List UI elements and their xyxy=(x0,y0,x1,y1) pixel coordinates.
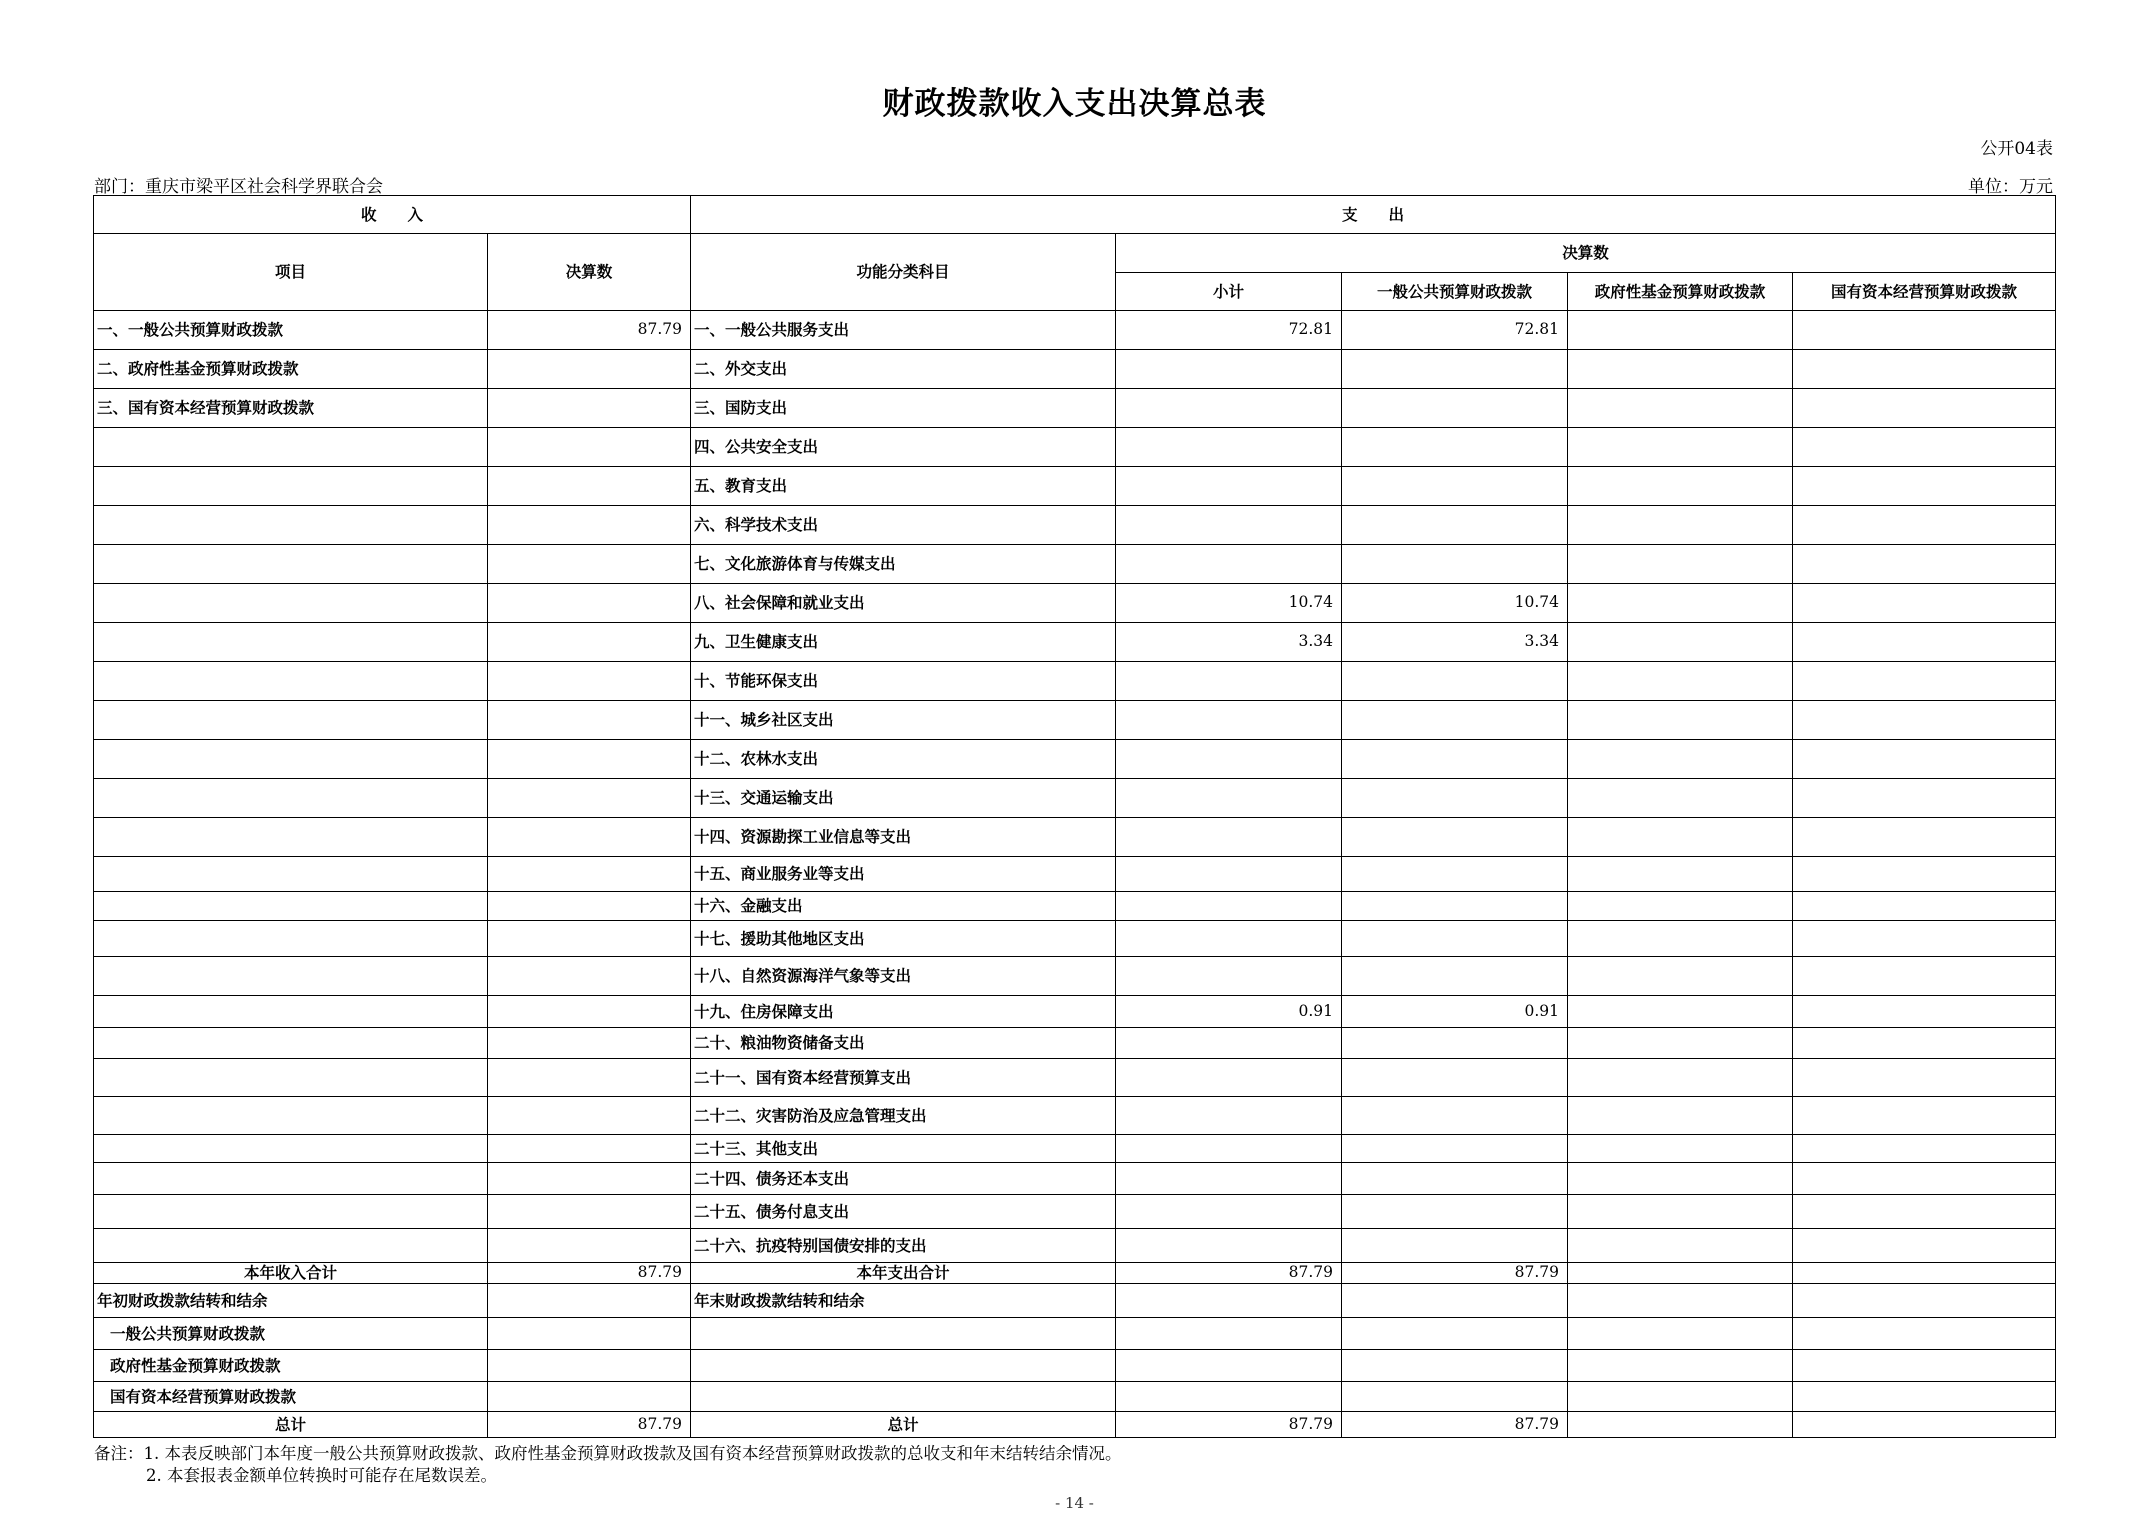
table-row xyxy=(94,921,2056,957)
annual-total-row-general: 87.79 xyxy=(1342,1263,1568,1284)
expense-item-cell: 十三、交通运输支出 xyxy=(691,779,1116,818)
page-number: - 14 - xyxy=(1055,1494,1094,1512)
table-row xyxy=(94,584,2056,623)
expense-item-cell: 三、国防支出 xyxy=(691,389,1116,428)
state-capital-cell xyxy=(1793,389,2056,428)
gov-fund-cell xyxy=(1568,1229,1793,1263)
state-capital-cell xyxy=(1793,701,2056,740)
table-row xyxy=(94,779,2056,818)
expense-item-cell: 四、公共安全支出 xyxy=(691,428,1116,467)
general-budget-header: 一般公共预算财政拨款 xyxy=(1342,273,1568,311)
income-amount-cell xyxy=(488,584,691,623)
carryover-item-value xyxy=(1793,1318,2056,1350)
income-item-cell xyxy=(94,1097,488,1135)
income-amount-cell xyxy=(488,892,691,921)
general-budget-cell xyxy=(1342,1229,1568,1263)
state-capital-cell xyxy=(1793,1195,2056,1229)
subtotal-header: 小计 xyxy=(1116,273,1342,311)
state-capital-header: 国有资本经营预算财政拨款 xyxy=(1793,273,2056,311)
table-row xyxy=(94,818,2056,857)
grand-total-row-income-label: 总计 xyxy=(94,1412,488,1438)
table-row xyxy=(94,1229,2056,1263)
income-item-cell xyxy=(94,428,488,467)
gov-fund-cell xyxy=(1568,921,1793,957)
expense-item-cell: 一、一般公共服务支出 xyxy=(691,311,1116,350)
subtotal-cell xyxy=(1116,818,1342,857)
income-item-cell xyxy=(94,701,488,740)
expense-item-cell: 十二、农林水支出 xyxy=(691,740,1116,779)
income-amount-cell xyxy=(488,701,691,740)
gov-fund-cell xyxy=(1568,1163,1793,1195)
carryover-item-value xyxy=(1568,1318,1793,1350)
subtotal-cell: 10.74 xyxy=(1116,584,1342,623)
income-item-cell xyxy=(94,1028,488,1059)
carryover-item-value xyxy=(1793,1382,2056,1412)
table-row xyxy=(94,623,2056,662)
expense-item-cell: 二十、粮油物资储备支出 xyxy=(691,1028,1116,1059)
general-budget-cell xyxy=(1342,818,1568,857)
subtotal-cell xyxy=(1116,350,1342,389)
state-capital-cell xyxy=(1793,1135,2056,1163)
table-body xyxy=(94,196,2056,1438)
state-capital-cell xyxy=(1793,857,2056,892)
subtotal-cell xyxy=(1116,857,1342,892)
income-item-cell xyxy=(94,584,488,623)
carryover-amount-cell xyxy=(1342,1284,1568,1318)
subtotal-cell: 0.91 xyxy=(1116,996,1342,1028)
item-header: 项目 xyxy=(94,234,488,311)
carryover-item-value xyxy=(1342,1382,1568,1412)
income-item-cell xyxy=(94,467,488,506)
carryover-item-amount xyxy=(488,1318,691,1350)
income-amount-cell xyxy=(488,389,691,428)
expense-item-cell: 二十六、抗疫特别国债安排的支出 xyxy=(691,1229,1116,1263)
annual-total-row-fund xyxy=(1568,1263,1793,1284)
grand-total-row xyxy=(94,1412,2056,1438)
general-budget-cell xyxy=(1342,1097,1568,1135)
income-amount-cell xyxy=(488,1135,691,1163)
carryover-expense-item xyxy=(691,1350,1116,1382)
subtotal-cell xyxy=(1116,892,1342,921)
state-capital-cell xyxy=(1793,1229,2056,1263)
table-row xyxy=(94,701,2056,740)
income-amount-cell xyxy=(488,1195,691,1229)
gov-fund-cell xyxy=(1568,350,1793,389)
income-item-cell xyxy=(94,857,488,892)
carryover-item-value xyxy=(1342,1350,1568,1382)
table-row xyxy=(94,311,2056,350)
function-subject-header: 功能分类科目 xyxy=(691,234,1116,311)
income-item-cell: 一、一般公共预算财政拨款 xyxy=(94,311,488,350)
general-budget-cell xyxy=(1342,1059,1568,1097)
state-capital-cell xyxy=(1793,1059,2056,1097)
income-amount-cell xyxy=(488,467,691,506)
income-item-cell xyxy=(94,662,488,701)
income-item-cell xyxy=(94,779,488,818)
table-row xyxy=(94,545,2056,584)
general-budget-cell xyxy=(1342,921,1568,957)
general-budget-cell xyxy=(1342,740,1568,779)
subtotal-cell xyxy=(1116,1163,1342,1195)
carryover-item-label: 政府性基金预算财政拨款 xyxy=(94,1350,488,1382)
general-budget-cell: 0.91 xyxy=(1342,996,1568,1028)
final-amount-header: 决算数 xyxy=(488,234,691,311)
grand-total-row-income-amount: 87.79 xyxy=(488,1412,691,1438)
gov-fund-cell xyxy=(1568,467,1793,506)
general-budget-cell xyxy=(1342,389,1568,428)
subtotal-cell xyxy=(1116,740,1342,779)
table-row xyxy=(94,506,2056,545)
table-row xyxy=(94,1028,2056,1059)
department-label: 部门：重庆市梁平区社会科学界联合会 xyxy=(94,177,383,197)
expense-item-cell: 七、文化旅游体育与传媒支出 xyxy=(691,545,1116,584)
expense-item-cell: 二、外交支出 xyxy=(691,350,1116,389)
annual-total-row-subtotal: 87.79 xyxy=(1116,1263,1342,1284)
subtotal-cell: 3.34 xyxy=(1116,623,1342,662)
state-capital-cell xyxy=(1793,996,2056,1028)
income-item-cell xyxy=(94,892,488,921)
grand-total-row-expense-label: 总计 xyxy=(691,1412,1116,1438)
annual-total-row-income-amount: 87.79 xyxy=(488,1263,691,1284)
expense-item-cell: 十五、商业服务业等支出 xyxy=(691,857,1116,892)
income-amount-cell xyxy=(488,350,691,389)
unit-label: 单位：万元 xyxy=(1968,177,2053,197)
income-amount-cell xyxy=(488,957,691,996)
subtotal-cell xyxy=(1116,701,1342,740)
subtotal-cell xyxy=(1116,957,1342,996)
subtotal-cell xyxy=(1116,662,1342,701)
subtotal-cell xyxy=(1116,428,1342,467)
carryover-expense-item xyxy=(691,1318,1116,1350)
finance-table xyxy=(93,195,2056,1438)
carryover-income-amount xyxy=(488,1284,691,1318)
income-item-cell xyxy=(94,1135,488,1163)
table-row xyxy=(94,1163,2056,1195)
expense-item-cell: 二十五、债务付息支出 xyxy=(691,1195,1116,1229)
annual-total-row-expense-label: 本年支出合计 xyxy=(691,1263,1116,1284)
form-number: 公开04表 xyxy=(1980,139,2053,159)
table-row xyxy=(94,1195,2056,1229)
income-item-cell xyxy=(94,506,488,545)
gov-fund-cell xyxy=(1568,957,1793,996)
gov-fund-cell xyxy=(1568,311,1793,350)
carryover-item-label: 国有资本经营预算财政拨款 xyxy=(94,1382,488,1412)
state-capital-cell xyxy=(1793,779,2056,818)
income-amount-cell xyxy=(488,779,691,818)
income-item-cell xyxy=(94,545,488,584)
gov-fund-cell xyxy=(1568,1195,1793,1229)
header-row-top xyxy=(94,196,2056,234)
table-row xyxy=(94,857,2056,892)
state-capital-cell xyxy=(1793,623,2056,662)
grand-total-row-fund xyxy=(1568,1412,1793,1438)
expense-item-cell: 十四、资源勘探工业信息等支出 xyxy=(691,818,1116,857)
income-item-cell: 三、国有资本经营预算财政拨款 xyxy=(94,389,488,428)
income-amount-cell xyxy=(488,921,691,957)
general-budget-cell xyxy=(1342,545,1568,584)
carryover-item-row xyxy=(94,1382,2056,1412)
carryover-amount-cell xyxy=(1568,1284,1793,1318)
gov-fund-cell xyxy=(1568,1028,1793,1059)
income-amount-cell xyxy=(488,428,691,467)
income-amount-cell xyxy=(488,1163,691,1195)
expense-item-cell: 二十一、国有资本经营预算支出 xyxy=(691,1059,1116,1097)
income-amount-cell xyxy=(488,545,691,584)
state-capital-cell xyxy=(1793,740,2056,779)
gov-fund-cell xyxy=(1568,623,1793,662)
income-header: 收 入 xyxy=(94,196,691,234)
gov-fund-cell xyxy=(1568,506,1793,545)
general-budget-cell xyxy=(1342,1195,1568,1229)
annual-total-row-capital xyxy=(1793,1263,2056,1284)
table-row xyxy=(94,1059,2056,1097)
carryover-item-value xyxy=(1568,1382,1793,1412)
expense-header: 支 出 xyxy=(691,196,2056,234)
expense-item-cell: 十一、城乡社区支出 xyxy=(691,701,1116,740)
state-capital-cell xyxy=(1793,1163,2056,1195)
gov-fund-cell xyxy=(1568,740,1793,779)
expense-item-cell: 十、节能环保支出 xyxy=(691,662,1116,701)
income-amount-cell xyxy=(488,1229,691,1263)
income-amount-cell xyxy=(488,1028,691,1059)
income-item-cell: 二、政府性基金预算财政拨款 xyxy=(94,350,488,389)
grand-total-row-capital xyxy=(1793,1412,2056,1438)
subtotal-cell: 72.81 xyxy=(1116,311,1342,350)
expense-item-cell: 十九、住房保障支出 xyxy=(691,996,1116,1028)
state-capital-cell xyxy=(1793,957,2056,996)
table-row xyxy=(94,389,2056,428)
carryover-item-row xyxy=(94,1318,2056,1350)
carryover-row xyxy=(94,1284,2056,1318)
income-amount-cell: 87.79 xyxy=(488,311,691,350)
expense-item-cell: 二十二、灾害防治及应急管理支出 xyxy=(691,1097,1116,1135)
table-row xyxy=(94,1135,2056,1163)
gov-fund-cell xyxy=(1568,857,1793,892)
expense-item-cell: 二十三、其他支出 xyxy=(691,1135,1116,1163)
carryover-item-amount xyxy=(488,1382,691,1412)
gov-fund-cell xyxy=(1568,892,1793,921)
table-row xyxy=(94,957,2056,996)
subtotal-cell xyxy=(1116,779,1342,818)
table-row xyxy=(94,428,2056,467)
income-amount-cell xyxy=(488,1097,691,1135)
table-row xyxy=(94,740,2056,779)
expense-item-cell: 五、教育支出 xyxy=(691,467,1116,506)
income-item-cell xyxy=(94,957,488,996)
carryover-item-value xyxy=(1342,1318,1568,1350)
state-capital-cell xyxy=(1793,892,2056,921)
carryover-item-row xyxy=(94,1350,2056,1382)
general-budget-cell xyxy=(1342,1163,1568,1195)
subtotal-cell xyxy=(1116,921,1342,957)
gov-fund-cell xyxy=(1568,1135,1793,1163)
carryover-amount-cell xyxy=(1116,1284,1342,1318)
carryover-item-value xyxy=(1568,1350,1793,1382)
table-row xyxy=(94,467,2056,506)
income-amount-cell xyxy=(488,996,691,1028)
subtotal-cell xyxy=(1116,1059,1342,1097)
expense-item-cell: 十六、金融支出 xyxy=(691,892,1116,921)
table-row xyxy=(94,996,2056,1028)
state-capital-cell xyxy=(1793,921,2056,957)
expense-item-cell: 九、卫生健康支出 xyxy=(691,623,1116,662)
state-capital-cell xyxy=(1793,467,2056,506)
income-amount-cell xyxy=(488,623,691,662)
general-budget-cell xyxy=(1342,1135,1568,1163)
state-capital-cell xyxy=(1793,506,2056,545)
carryover-item-label: 一般公共预算财政拨款 xyxy=(94,1318,488,1350)
carryover-amount-cell xyxy=(1793,1284,2056,1318)
subtotal-cell xyxy=(1116,389,1342,428)
subtotal-cell xyxy=(1116,1229,1342,1263)
note-1: 备注：1. 本表反映部门本年度一般公共预算财政拨款、政府性基金预算财政拨款及国有资本经营预算财政拨款的总收支和年末结转结余情况。 xyxy=(94,1444,1122,1463)
state-capital-cell xyxy=(1793,350,2056,389)
state-capital-cell xyxy=(1793,1097,2056,1135)
general-budget-cell xyxy=(1342,350,1568,389)
gov-fund-cell xyxy=(1568,701,1793,740)
gov-fund-cell xyxy=(1568,389,1793,428)
subtotal-cell xyxy=(1116,1097,1342,1135)
table-row xyxy=(94,1097,2056,1135)
general-budget-cell: 10.74 xyxy=(1342,584,1568,623)
income-amount-cell xyxy=(488,1059,691,1097)
general-budget-cell xyxy=(1342,779,1568,818)
general-budget-cell xyxy=(1342,857,1568,892)
gov-fund-cell xyxy=(1568,545,1793,584)
income-item-cell xyxy=(94,623,488,662)
subtotal-cell xyxy=(1116,467,1342,506)
state-capital-cell xyxy=(1793,584,2056,623)
income-item-cell xyxy=(94,740,488,779)
note-2: 2. 本套报表金额单位转换时可能存在尾数误差。 xyxy=(146,1466,497,1485)
carryover-expense-label: 年末财政拨款结转和结余 xyxy=(691,1284,1116,1318)
gov-fund-cell xyxy=(1568,662,1793,701)
annual-total-row xyxy=(94,1263,2056,1284)
income-item-cell xyxy=(94,1059,488,1097)
general-budget-cell xyxy=(1342,467,1568,506)
income-amount-cell xyxy=(488,740,691,779)
income-item-cell xyxy=(94,1229,488,1263)
expense-item-cell: 二十四、债务还本支出 xyxy=(691,1163,1116,1195)
carryover-item-value xyxy=(1116,1382,1342,1412)
general-budget-cell: 3.34 xyxy=(1342,623,1568,662)
final-amount-group-header: 决算数 xyxy=(1116,234,2056,273)
notes xyxy=(94,1443,1122,1487)
expense-item-cell: 十七、援助其他地区支出 xyxy=(691,921,1116,957)
gov-fund-cell xyxy=(1568,818,1793,857)
income-item-cell xyxy=(94,1163,488,1195)
income-item-cell xyxy=(94,818,488,857)
gov-fund-cell xyxy=(1568,779,1793,818)
gov-fund-cell xyxy=(1568,584,1793,623)
expense-item-cell: 十八、自然资源海洋气象等支出 xyxy=(691,957,1116,996)
grand-total-row-general: 87.79 xyxy=(1342,1412,1568,1438)
subtotal-cell xyxy=(1116,1028,1342,1059)
carryover-item-amount xyxy=(488,1350,691,1382)
table-row xyxy=(94,892,2056,921)
table-row xyxy=(94,662,2056,701)
table-row xyxy=(94,350,2056,389)
general-budget-cell xyxy=(1342,506,1568,545)
expense-item-cell: 八、社会保障和就业支出 xyxy=(691,584,1116,623)
state-capital-cell xyxy=(1793,545,2056,584)
gov-fund-cell xyxy=(1568,1059,1793,1097)
header-row-mid xyxy=(94,234,2056,273)
general-budget-cell xyxy=(1342,428,1568,467)
subtotal-cell xyxy=(1116,506,1342,545)
gov-fund-cell xyxy=(1568,428,1793,467)
income-amount-cell xyxy=(488,506,691,545)
income-item-cell xyxy=(94,996,488,1028)
carryover-item-value xyxy=(1116,1350,1342,1382)
general-budget-cell xyxy=(1342,662,1568,701)
income-amount-cell xyxy=(488,857,691,892)
income-item-cell xyxy=(94,921,488,957)
gov-fund-header: 政府性基金预算财政拨款 xyxy=(1568,273,1793,311)
general-budget-cell xyxy=(1342,957,1568,996)
grand-total-row-subtotal: 87.79 xyxy=(1116,1412,1342,1438)
annual-total-row-income-label: 本年收入合计 xyxy=(94,1263,488,1284)
general-budget-cell: 72.81 xyxy=(1342,311,1568,350)
subtotal-cell xyxy=(1116,1135,1342,1163)
carryover-income-label: 年初财政拨款结转和结余 xyxy=(94,1284,488,1318)
general-budget-cell xyxy=(1342,892,1568,921)
page-title: 财政拨款收入支出决算总表 xyxy=(882,86,1267,122)
carryover-item-value xyxy=(1793,1350,2056,1382)
income-item-cell xyxy=(94,1195,488,1229)
state-capital-cell xyxy=(1793,428,2056,467)
gov-fund-cell xyxy=(1568,1097,1793,1135)
subtotal-cell xyxy=(1116,1195,1342,1229)
state-capital-cell xyxy=(1793,1028,2056,1059)
income-amount-cell xyxy=(488,662,691,701)
gov-fund-cell xyxy=(1568,996,1793,1028)
state-capital-cell xyxy=(1793,662,2056,701)
carryover-expense-item xyxy=(691,1382,1116,1412)
general-budget-cell xyxy=(1342,1028,1568,1059)
state-capital-cell xyxy=(1793,311,2056,350)
income-amount-cell xyxy=(488,818,691,857)
expense-item-cell: 六、科学技术支出 xyxy=(691,506,1116,545)
state-capital-cell xyxy=(1793,818,2056,857)
subtotal-cell xyxy=(1116,545,1342,584)
general-budget-cell xyxy=(1342,701,1568,740)
carryover-item-value xyxy=(1116,1318,1342,1350)
